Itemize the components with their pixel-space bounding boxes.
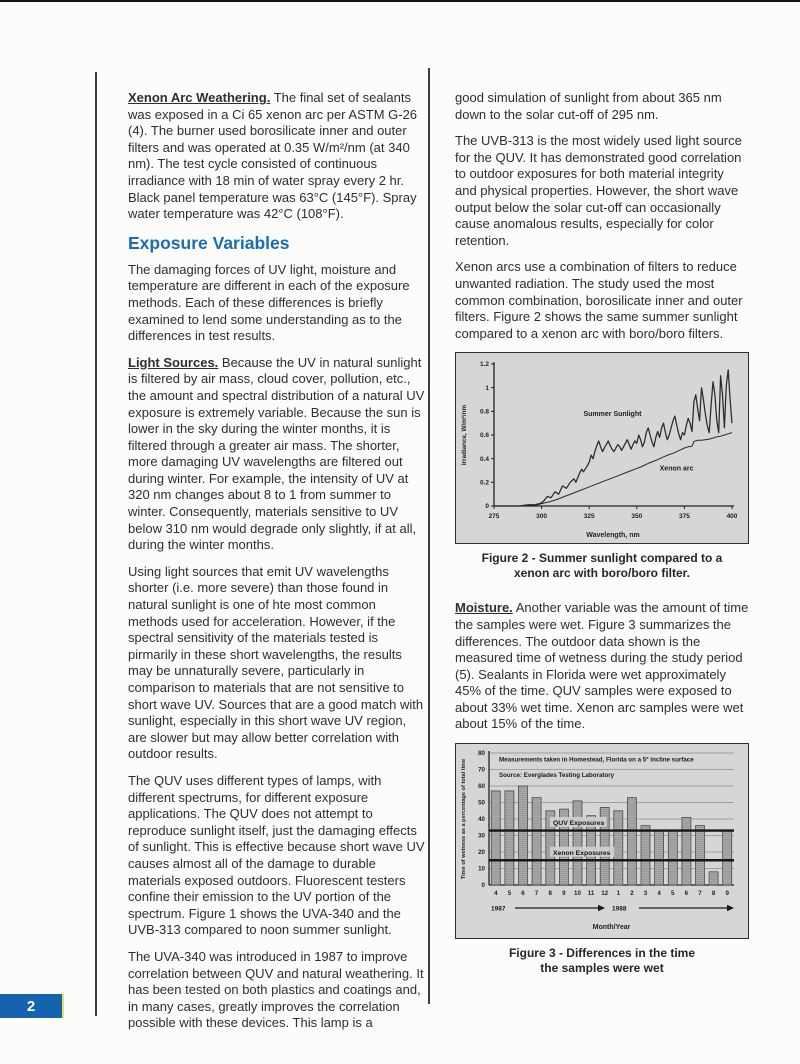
- svg-text:5: 5: [507, 890, 512, 898]
- column-rule-middle: [428, 68, 430, 1004]
- page-number: 2: [26, 997, 36, 1015]
- svg-text:11: 11: [587, 890, 595, 898]
- svg-text:0: 0: [481, 882, 485, 890]
- svg-text:7: 7: [534, 890, 539, 898]
- svg-text:0.8: 0.8: [479, 408, 489, 416]
- right-column: [455, 90, 749, 995]
- paragraph-lead: Light Sources.: [128, 354, 219, 370]
- svg-text:4: 4: [657, 890, 661, 898]
- paragraph-uvb-313: The UVB-313 is the most widely used light source for the QUV. It has demonstrated good correlation to outdoor exposures for both material integrity and physical properties. However, the short wave output below the solar cut-off can occasionally cause anomalous results, especially for color retention.: [455, 133, 742, 248]
- figure-3: [455, 743, 749, 939]
- paragraph-xenon-filters: Xenon arcs use a combination of filters to reduce unwanted radiation. The study used the most common combination, borosilicate inner and outer filters. Figure 2 shows the same summer sunlight compared to a xenon arc with boro/boro filters.: [455, 259, 743, 341]
- paragraph-lead: Xenon Arc Weathering.: [128, 90, 271, 105]
- svg-text:1.2: 1.2: [479, 361, 489, 369]
- svg-text:Time of wetness as a percentag: Time of wetness as a percentage of total time: [461, 758, 467, 880]
- svg-text:1987: 1987: [491, 905, 506, 913]
- svg-text:8: 8: [548, 890, 552, 898]
- svg-text:Summer Sunlight: Summer Sunlight: [583, 411, 642, 419]
- svg-text:7: 7: [698, 890, 702, 898]
- column-rule-left: [95, 72, 97, 1016]
- svg-text:40: 40: [478, 816, 485, 824]
- caption-line: xenon arc with boro/boro filter.: [513, 566, 690, 581]
- svg-text:12: 12: [601, 890, 609, 898]
- svg-text:10: 10: [574, 890, 581, 898]
- paragraph-text: The final set of sealants was exposed in a Ci 65 xenon arc per ASTM G-26 (4). The burner used borosilicate inner and outer filters and was operated at 0.35 W/m²/nm (at 340 nm). The test cycle consisted of continuous irradiance with 18 min of water spray every 2 hr. Black panel temperature was 63°C (145°F). Spray water temperature was 42°C (108°F).: [128, 90, 418, 222]
- section-heading-exposure-variables: Exposure Variables: [128, 232, 290, 253]
- svg-text:9: 9: [562, 890, 566, 898]
- svg-text:60: 60: [478, 783, 485, 791]
- paragraph-quv-lamps: The QUV uses different types of lamps, with different spectrums, for different exposure applications. The QUV does not attempt to reproduce sunlight itself, just the damaging effects of sunlight. This is effective because short wave UV causes almost all of the damage to durable materials exposed outdoors. Fluorescent testers confine their emission to the UV portion of the spectrum. Figure 1 shows the UVA-340 and the UVB-313 compared to noon summer sunlight.: [128, 772, 425, 938]
- paragraph-text: Another variable was the amount of time the samples were wet. Figure 3 summarizes the differences. The outdoor data shown is the measured time of wetness during the study period (5). Sealants in Florida were wet approximately 45% of the time. QUV samples were exposed to about 33% wet time. Xenon arc samples were wet about 15% of the time.: [455, 600, 749, 732]
- paragraph-text: Because the UV in natural sunlight is filtered by air mass, cloud cover, pollution, etc., the amount and spectral distribution of a natural UV exposure is extremely variable. Because the sun is lower in the sky during the winter months, it is filtered through a greater air mass. The shorter, more damaging UV wavelengths are filtered out during winter. For example, the intensity of UV at 320 nm changes about 8 to 1 from summer to winter. Consequently, materials sensitive to UV below 310 nm would degrade only slightly, if at all, during the winter months.: [128, 354, 425, 553]
- svg-text:375: 375: [678, 513, 690, 521]
- svg-text:20: 20: [478, 849, 485, 857]
- svg-text:80: 80: [478, 750, 485, 758]
- figure-3-caption: [455, 946, 749, 976]
- svg-text:Measurements taken in Homestea: Measurements taken in Homestead, Florida on a 5° incline surface: [499, 756, 694, 764]
- svg-text:Source: Everglades Testing Lab: Source: Everglades Testing Laboratory: [499, 771, 615, 779]
- svg-text:400: 400: [726, 513, 738, 521]
- svg-text:4: 4: [494, 890, 498, 898]
- svg-text:3: 3: [643, 890, 648, 898]
- svg-text:8: 8: [711, 890, 716, 898]
- svg-text:Month/Year: Month/Year: [592, 924, 631, 932]
- svg-text:350: 350: [631, 513, 643, 521]
- figure-2-caption: [455, 551, 749, 581]
- paragraph-using-light-sources: Using light sources that emit UV wavelengths shorter (i.e. more severe) than those found in natural sunlight is one of hte most common methods used for acceleration. However, if the spectral sensitivity of the materials tested is pirmarily in these short wavelengths, the results may be unnaturally severe, particularly in comparison to materials that are not sensitive to short wave UV. Sources that are a good match with sunlight, especially in this short wave UV region, are slower but may allow better correlation with outdoor results.: [128, 563, 424, 762]
- svg-text:5: 5: [671, 890, 675, 898]
- svg-text:9: 9: [725, 890, 729, 898]
- svg-text:0.6: 0.6: [479, 432, 489, 440]
- caption-line: the samples were wet: [540, 961, 664, 976]
- paragraph-moisture: [455, 600, 749, 733]
- paragraph-light-sources: [128, 355, 426, 554]
- svg-text:1988: 1988: [612, 905, 627, 913]
- figure-2: [455, 352, 749, 544]
- svg-text:Xenon Exposures: Xenon Exposures: [553, 849, 611, 857]
- caption-line: Figure 3 - Differences in the time: [508, 946, 696, 961]
- svg-text:70: 70: [478, 766, 485, 774]
- svg-text:Wavelength, nm: Wavelength, nm: [586, 532, 640, 540]
- figure-3-bar-chart: [458, 747, 742, 935]
- left-column: [128, 90, 426, 1042]
- svg-text:325: 325: [583, 513, 595, 521]
- svg-text:50: 50: [478, 799, 485, 807]
- svg-text:2: 2: [630, 890, 634, 898]
- svg-text:0.4: 0.4: [479, 456, 489, 464]
- page-number-bar: [0, 994, 64, 1018]
- svg-text:6: 6: [521, 890, 525, 898]
- svg-text:275: 275: [488, 513, 500, 521]
- paragraph-uva-340: The UVA-340 was introduced in 1987 to improve correlation between QUV and natural weathering. It has been tested on both plastics and coatings and, in many cases, greatly improves the correlation possible with these devices. This lamp is a: [128, 948, 424, 1031]
- paragraph-good-simulation: good simulation of sunlight from about 365 nm down to the solar cut-off of 295 nm.: [455, 90, 722, 122]
- caption-line: Figure 2 - Summer sunlight compared to a: [481, 551, 723, 566]
- paragraph-xenon-arc-weathering: [128, 90, 426, 223]
- svg-text:Irradiance, W/m²/nm: Irradiance, W/m²/nm: [461, 405, 468, 466]
- svg-text:0: 0: [485, 503, 489, 511]
- svg-text:10: 10: [478, 865, 485, 873]
- svg-text:0.2: 0.2: [479, 479, 489, 487]
- svg-text:300: 300: [536, 513, 548, 521]
- svg-text:1: 1: [485, 385, 489, 393]
- paragraph-damaging-forces: The damaging forces of UV light, moisture and temperature are different in each of the exposure methods. Each of these differences is briefly examined to lend some understanding as to the differences in test results.: [128, 261, 410, 344]
- paragraph-lead: Moisture.: [455, 600, 513, 616]
- svg-text:30: 30: [478, 832, 485, 840]
- svg-text:6: 6: [684, 890, 689, 898]
- svg-text:1: 1: [616, 890, 621, 898]
- figure-2-line-chart: [458, 356, 742, 540]
- svg-text:QUV Exposures: QUV Exposures: [553, 820, 605, 828]
- scan-top-edge: [0, 0, 800, 2]
- svg-text:Xenon arc: Xenon arc: [659, 465, 694, 473]
